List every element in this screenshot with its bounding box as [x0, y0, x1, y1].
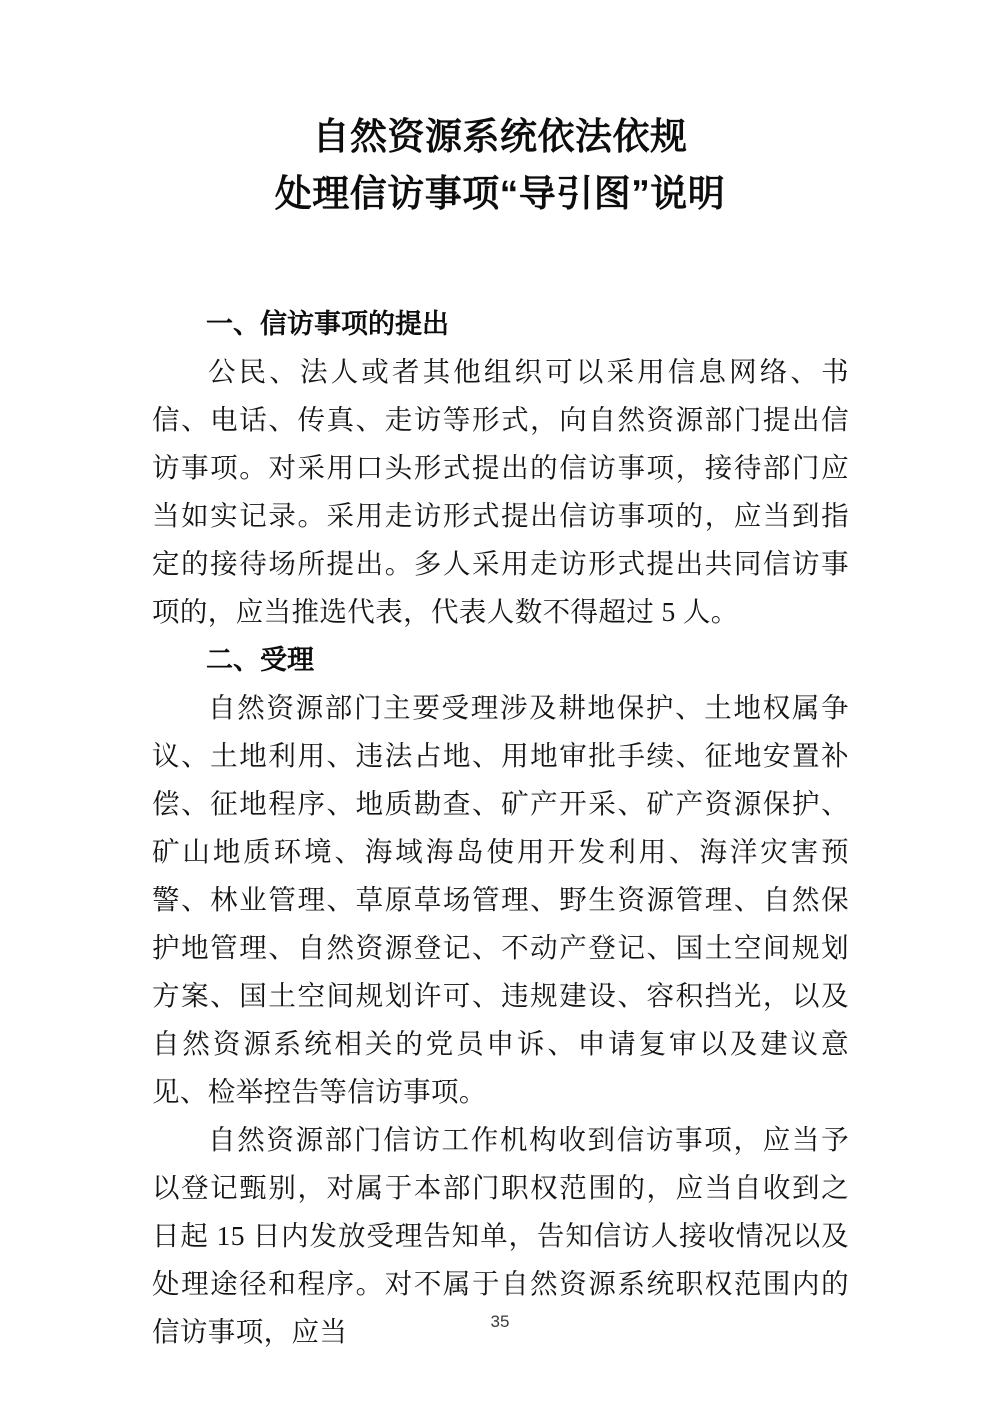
- page-title: [0, 108, 1000, 222]
- section-2-paragraph-2: 自然资源部门信访工作机构收到信访事项，应当予以登记甄别，对属于本部门职权范围的，应当自收到之日起 15 日内发放受理告知单，告知信访人接收情况以及处理途径和程序。对不属于自然资源系统职权范围内的信访事项，应当: [152, 1124, 849, 1347]
- section-1-paragraph-1: 公民、法人或者其他组织可以采用信息网络、书信、电话、传真、走访等形式，向自然资源部门提出信访事项。对采用口头形式提出的信访事项，接待部门应当如实记录。采用走访形式提出信访事项的，应当到指定的接待场所提出。多人采用走访形式提出共同信访事项的，应当推选代表，代表人数不得超过 5 人。: [152, 356, 849, 627]
- page-number: 35: [490, 1312, 510, 1331]
- document-body: [152, 300, 849, 1356]
- section-2-paragraph-1: 自然资源部门主要受理涉及耕地保护、土地权属争议、土地利用、违法占地、用地审批手续、征地安置补偿、征地程序、地质勘查、矿产开采、矿产资源保护、矿山地质环境、海域海岛使用开发利用、海洋灾害预警、林业管理、草原草场管理、野生资源管理、自然保护地管理、自然资源登记、不动产登记、国土空间规划方案、国土空间规划许可、违规建设、容积挡光，以及自然资源系统相关的党员申诉、申请复审以及建议意见、检举控告等信访事项。: [152, 692, 849, 1107]
- title-line-1: 自然资源系统依法依规: [312, 116, 688, 157]
- title-line-2: 处理信访事项“导引图”说明: [274, 173, 726, 214]
- section-heading-2: 二、受理: [206, 645, 314, 675]
- section-heading-1: 一、信访事项的提出: [206, 309, 449, 339]
